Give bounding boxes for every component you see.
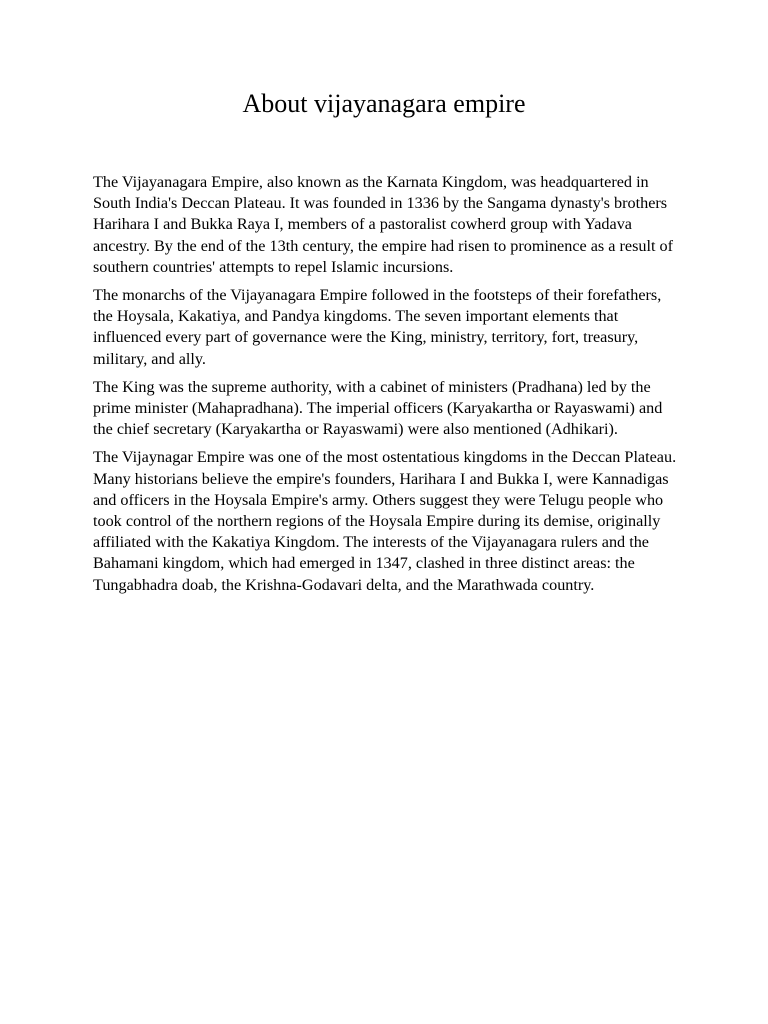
document-body bbox=[93, 172, 683, 603]
paragraph-3: The King was the supreme authority, with a cabinet of ministers (Pradhana) led by the prime minister (Mahapradhana). The imperial officers (Karyakartha or Rayaswami) and the chief secretary (Karyakartha or Rayaswami) were also mentioned (Adhikari). bbox=[93, 377, 663, 439]
paragraph-4: The Vijaynagar Empire was one of the most ostentatious kingdoms in the Deccan Plateau. Many historians believe the empire's founders, Harihara I and Bukka I, were Kannadigas and officers in the Hoysala Empire's army. Others suggest they were Telugu people who took control of the northern regions of the Hoysala Empire during its demise, originally affiliated with the Kakatiya Kingdom. The interests of the Vijayanagara rulers and the Bahamani kingdom, which had emerged in 1347, clashed in three distinct areas: the Tungabhadra doab, the Krishna-Godavari delta, and the Marathwada country. bbox=[93, 448, 677, 594]
page-title: About vijayanagara empire bbox=[242, 89, 526, 118]
paragraph-1: The Vijayanagara Empire, also known as the Karnata Kingdom, was headquartered in South India's Deccan Plateau. It was founded in 1336 by the Sangama dynasty's brothers Harihara I and Bukka Raya I, members of a pastoralist cowherd group with Yadava ancestry. By the end of the 13th century, the empire had risen to prominence as a result of southern countries' attempts to repel Islamic incursions. bbox=[93, 173, 674, 276]
paragraph-2: The monarchs of the Vijayanagara Empire followed in the footsteps of their forefathers, the Hoysala, Kakatiya, and Pandya kingdoms. The seven important elements that influenced every part of governance were the King, ministry, territory, fort, treasury, military, and ally. bbox=[93, 286, 662, 368]
